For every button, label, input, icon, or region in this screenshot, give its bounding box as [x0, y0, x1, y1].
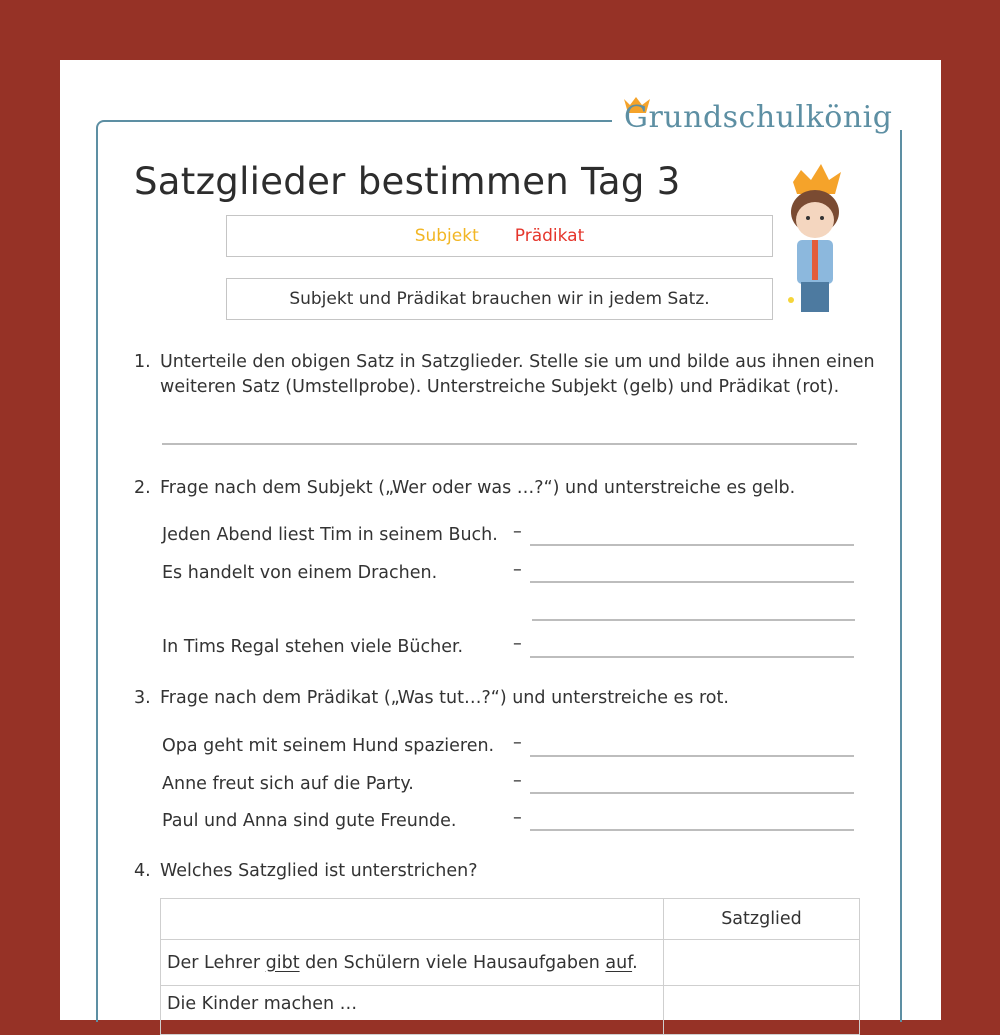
answer-line[interactable]	[162, 443, 857, 445]
table-answer-cell[interactable]	[664, 940, 860, 986]
task-1	[134, 350, 875, 400]
boy-with-crown-illustration	[775, 160, 855, 320]
sentence: Es handelt von einem Drachen.	[162, 563, 438, 583]
answer-line[interactable]	[530, 755, 854, 757]
sentence: Jeden Abend liest Tim in seinem Buch.	[162, 525, 498, 545]
table-header-sentence	[161, 899, 664, 940]
sentence: In Tims Regal stehen viele Bücher.	[162, 637, 464, 657]
task-number: 2.	[134, 478, 151, 498]
task-1-text-line1: Unterteile den obigen Satz in Satzglieder. Stelle sie um und bilde aus ihnen einen	[160, 352, 875, 372]
task-3-text: Frage nach dem Prädikat („Was tut…?“) und unterstreiche es rot.	[160, 688, 729, 708]
text: .	[632, 952, 638, 973]
sentence: Paul und Anna sind gute Freunde.	[162, 811, 457, 831]
text: Der Lehrer	[167, 952, 266, 973]
task-2	[134, 476, 795, 501]
task-number: 1.	[134, 352, 151, 372]
answer-line[interactable]	[530, 544, 854, 546]
example-sentence: Subjekt und Prädikat brauchen wir in jedem Satz.	[289, 289, 710, 309]
dash: –	[513, 733, 522, 753]
dash: –	[513, 522, 522, 542]
answer-line[interactable]	[532, 619, 855, 621]
task-4-text: Welches Satzglied ist unterstrichen?	[160, 861, 478, 881]
task-1-text-line2: weiteren Satz (Umstellprobe). Unterstreiche Subjekt (gelb) und Prädikat (rot).	[160, 377, 840, 397]
brand-logo: Grundschulkönig	[624, 100, 893, 135]
page-title: Satzglieder bestimmen Tag 3	[134, 160, 681, 203]
legend-subject: Subjekt	[414, 226, 479, 246]
legend-predicate: Prädikat	[514, 226, 585, 246]
sentence: Opa geht mit seinem Hund spazieren.	[162, 736, 495, 756]
table-row	[161, 940, 860, 986]
table-sentence	[161, 940, 664, 986]
table-header-row	[161, 899, 860, 940]
underlined-word: auf	[605, 952, 633, 973]
task-number: 3.	[134, 688, 151, 708]
text: den Schülern viele Hausaufgaben	[299, 952, 606, 973]
task-number: 4.	[134, 861, 151, 881]
satzglied-table	[160, 898, 860, 1035]
answer-line[interactable]	[530, 792, 854, 794]
example-sentence-box	[226, 278, 773, 320]
answer-line[interactable]	[530, 581, 854, 583]
dash: –	[513, 771, 522, 791]
answer-line[interactable]	[530, 829, 854, 831]
task-2-text: Frage nach dem Subjekt („Wer oder was …?“) und unterstreiche es gelb.	[160, 478, 796, 498]
table-row	[161, 986, 860, 1035]
dash: –	[513, 808, 522, 828]
table-header-satzglied: Satzglied	[664, 899, 860, 940]
sentence: Anne freut sich auf die Party.	[162, 774, 414, 794]
legend-box	[226, 215, 773, 257]
task-4	[134, 859, 478, 884]
dash: –	[513, 634, 522, 654]
table-answer-cell[interactable]	[664, 986, 860, 1035]
underlined-word: gibt	[265, 952, 300, 973]
answer-line[interactable]	[530, 656, 854, 658]
table-sentence: Die Kinder machen …	[161, 986, 664, 1035]
dash: –	[513, 560, 522, 580]
task-3	[134, 686, 729, 711]
